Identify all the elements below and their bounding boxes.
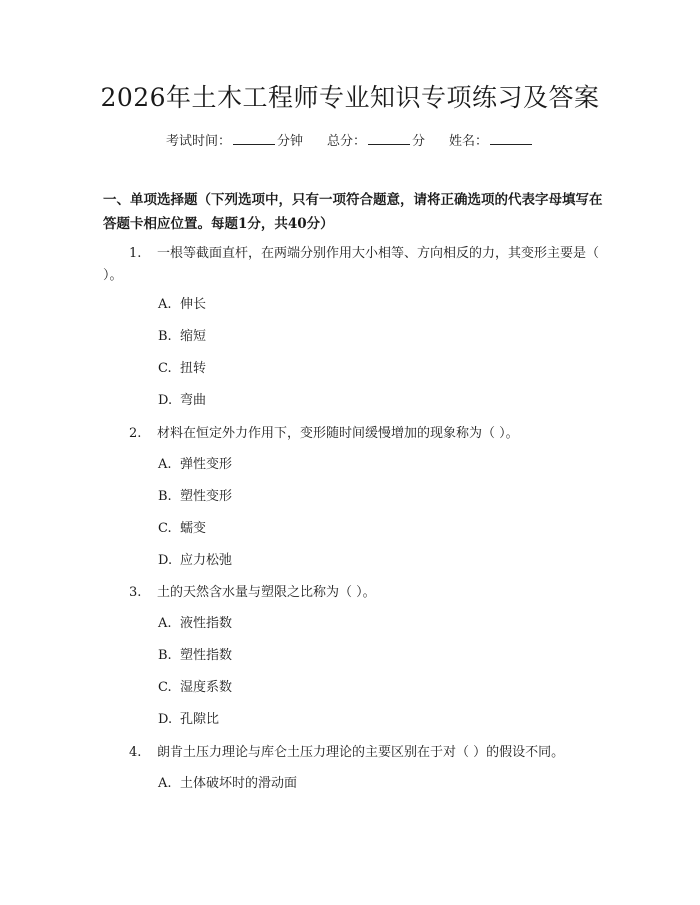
question-2 xyxy=(103,423,603,445)
exam-time-field xyxy=(166,130,303,152)
option-3c xyxy=(158,678,232,698)
question-text: 朗肯土压力理论与库仑土压力理论的主要区别在于对（ ）的假设不同。 xyxy=(157,745,565,760)
option-text: 孔隙比 xyxy=(180,712,220,727)
exam-time-blank xyxy=(233,130,275,145)
option-2b xyxy=(158,487,232,507)
question-3 xyxy=(103,582,603,604)
student-name-field xyxy=(449,130,534,152)
question-text: 土的天然含水量与塑限之比称为（ ）。 xyxy=(157,585,376,600)
question-number: 2. xyxy=(129,426,142,441)
exam-time-unit: 分钟 xyxy=(276,134,303,149)
total-score-label: 总分： xyxy=(326,134,366,149)
option-1d xyxy=(158,391,206,411)
document-title: 2026年土木工程师专业知识专项练习及答案 xyxy=(100,83,600,112)
option-text: 弯曲 xyxy=(180,393,207,408)
option-text: 扭转 xyxy=(180,361,207,376)
total-score-unit: 分 xyxy=(412,134,426,149)
question-number: 3. xyxy=(129,585,142,600)
option-letter: D. xyxy=(158,553,173,568)
question-text: 材料在恒定外力作用下，变形随时间缓慢增加的现象称为（ ）。 xyxy=(157,426,519,441)
student-name-blank xyxy=(490,130,532,145)
option-1b xyxy=(158,327,206,347)
option-text: 土体破坏时的滑动面 xyxy=(180,776,298,791)
option-letter: C. xyxy=(158,361,172,376)
option-letter: A. xyxy=(158,457,172,472)
option-3b xyxy=(158,646,232,666)
option-3d xyxy=(158,710,219,730)
option-4a xyxy=(158,774,297,794)
option-2c xyxy=(158,519,206,539)
student-name-label: 姓名： xyxy=(449,134,489,149)
question-1 xyxy=(103,243,603,287)
option-letter: B. xyxy=(158,329,172,344)
option-text: 塑性变形 xyxy=(180,489,233,504)
option-1c xyxy=(158,359,206,379)
option-text: 塑性指数 xyxy=(180,648,233,663)
question-4 xyxy=(103,742,603,764)
option-text: 伸长 xyxy=(180,297,207,312)
section-heading: 一、单项选择题（下列选项中，只有一项符合题意，请将正确选项的代表字母填写在答题卡相应位置。每题1分，共40分） xyxy=(103,192,603,232)
exam-info-line xyxy=(0,130,700,152)
option-letter: D. xyxy=(158,712,173,727)
option-letter: A. xyxy=(158,616,172,631)
option-letter: B. xyxy=(158,648,172,663)
option-3a xyxy=(158,614,232,634)
exam-time-label: 考试时间： xyxy=(165,134,231,149)
option-letter: A. xyxy=(158,776,172,791)
question-number: 1. xyxy=(129,246,142,261)
question-number: 4. xyxy=(129,745,142,760)
option-text: 应力松弛 xyxy=(180,553,233,568)
option-text: 缩短 xyxy=(180,329,207,344)
option-2d xyxy=(158,551,232,571)
option-letter: A. xyxy=(158,297,172,312)
option-letter: B. xyxy=(158,489,172,504)
option-text: 弹性变形 xyxy=(180,457,233,472)
question-text: 一根等截面直杆，在两端分别作用大小相等、方向相反的力，其变形主要是（ ）。 xyxy=(103,246,600,283)
option-letter: C. xyxy=(158,680,172,695)
option-1a xyxy=(158,295,206,315)
total-score-blank xyxy=(368,130,410,145)
option-2a xyxy=(158,455,232,475)
total-score-field xyxy=(327,130,425,152)
option-text: 液性指数 xyxy=(180,616,233,631)
option-letter: C. xyxy=(158,521,172,536)
option-letter: D. xyxy=(158,393,173,408)
option-text: 湿度系数 xyxy=(180,680,233,695)
option-text: 蠕变 xyxy=(180,521,207,536)
